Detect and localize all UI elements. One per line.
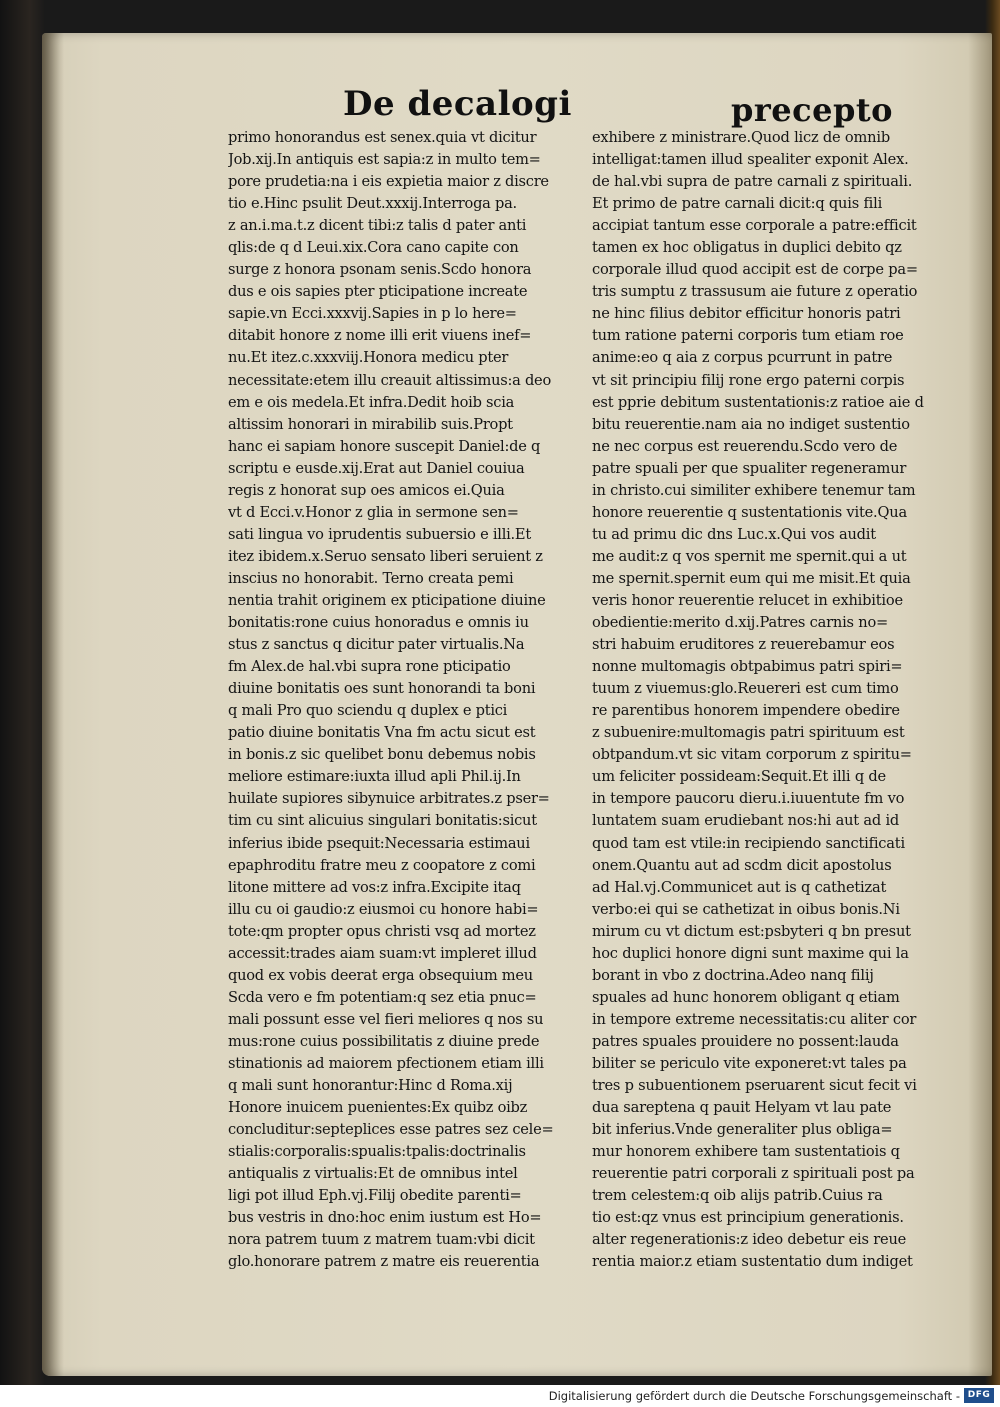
text-line: in bonis.z sic quelibet bonu debemus nobis: [228, 746, 536, 764]
right-text-column: [592, 127, 957, 1273]
text-line: tris sumptu z trassusum aie future z operatio: [592, 283, 918, 301]
text-line: quod tam est vtile:in recipiendo sanctificati: [592, 834, 905, 852]
text-line: glo.honorare patrem z matre eis reuerentia: [228, 1253, 540, 1271]
text-line: biliter se periculo vite exponeret:vt tales pa: [592, 1054, 907, 1072]
text-line: bus vestris in dno:hoc enim iustum est Ho=: [228, 1209, 542, 1227]
text-line: in tempore extreme necessitatis:cu aliter cor: [592, 1010, 917, 1028]
text-line: rentia maior.z etiam sustentatio dum indiget: [592, 1253, 913, 1271]
text-line: est pprie debitum sustentationis:z ratioe aie d: [592, 393, 924, 411]
text-line: vt d Ecci.v.Honor z glia in sermone sen=: [228, 503, 519, 521]
text-line: qlis:de q d Leui.xix.Cora cano capite con: [228, 239, 519, 257]
text-line: fm Alex.de hal.vbi supra rone pticipatio: [228, 658, 511, 676]
text-line: exhibere z ministrare.Quod licz de omnib: [592, 129, 890, 146]
text-line: tres p subuentionem pseruarent sicut fecit vi: [592, 1077, 917, 1095]
text-line: luntatem suam erudiebant nos:hi aut ad id: [592, 812, 900, 830]
text-line: stus z sanctus q dicitur pater virtualis.Na: [228, 636, 525, 654]
text-line: de hal.vbi supra de patre carnali z spirituali.: [592, 173, 913, 191]
text-line: sapie.vn Ecci.xxxvij.Sapies in p lo here=: [228, 305, 517, 323]
text-line: z subuenire:multomagis patri spirituum est: [592, 724, 905, 742]
text-line: um feliciter possideam:Sequit.Et illi q de: [592, 768, 886, 786]
funding-credit: Digitalisierung gefördert durch die Deutsche Forschungsgemeinschaft -: [548, 1389, 960, 1403]
text-line: patre spuali per que spualiter regeneramur: [592, 459, 907, 477]
text-line: me spernit.spernit eum qui me misit.Et quia: [592, 569, 911, 587]
text-line: huilate supiores sibynuice arbitrates.z pser=: [228, 790, 550, 808]
text-line: z an.i.ma.t.z dicent tibi:z talis d pater anti: [228, 217, 527, 235]
text-line: verbo:ei qui se cathetizat in oibus bonis.Ni: [592, 900, 900, 918]
text-line: ditabit honore z nome illi erit viuens inef=: [228, 327, 532, 345]
text-line: dua sareptena q pauit Helyam vt lau pate: [592, 1099, 892, 1117]
text-line: tio e.Hinc psulit Deut.xxxij.Interroga pa.: [228, 195, 517, 213]
text-line: regis z honorat sup oes amicos ei.Quia: [228, 481, 505, 499]
text-line: Job.xij.In antiquis est sapia:z in multo tem=: [228, 151, 541, 169]
text-line: sati lingua vo iprudentis subuersio e illi.Et: [228, 525, 531, 543]
text-line: patio diuine bonitatis Vna fm actu sicut est: [228, 724, 536, 742]
text-line: honore reuerentie q sustentationis vite.Qua: [592, 503, 907, 521]
page-edge: [968, 33, 992, 1376]
text-line: patres spuales prouidere no possent:lauda: [592, 1032, 899, 1050]
text-line: spuales ad hunc honorem obligant q etiam: [592, 988, 900, 1006]
text-line: bitu reuerentie.nam aia no indiget sustentio: [592, 415, 910, 433]
text-line: inferius ibide psequit:Necessaria estimaui: [228, 834, 530, 852]
text-line: ne hinc filius debitor efficitur honoris patri: [592, 305, 901, 323]
text-line: tu ad primu dic dns Luc.x.Qui vos audit: [592, 525, 876, 543]
text-line: bonitatis:rone cuius honoradus e omnis iu: [228, 614, 529, 632]
text-line: quod ex vobis deerat erga obsequium meu: [228, 966, 533, 984]
text-line: stialis:corporalis:spualis:tpalis:doctrinalis: [228, 1143, 526, 1161]
text-line: mali possunt esse vel fieri meliores q nos su: [228, 1010, 544, 1028]
text-line: onem.Quantu aut ad scdm dicit apostolus: [592, 856, 892, 874]
text-line: Honore inuicem puenientes:Ex quibz oibz: [228, 1099, 528, 1117]
text-line: vt sit principiu filij rone ergo paterni corpis: [592, 371, 905, 389]
text-line: mirum cu vt dictum est:psbyteri q bn presut: [592, 922, 911, 940]
text-line: veris honor reuerentie relucet in exhibitioe: [592, 591, 903, 609]
text-line: tuum z viuemus:glo.Reuereri est cum timo: [592, 680, 899, 698]
text-line: ligi pot illud Eph.vj.Filij obedite parenti=: [228, 1187, 522, 1205]
text-line: itez ibidem.x.Seruo sensato liberi seruient z: [228, 547, 543, 565]
text-line: tote:qm propter opus christi vsq ad mortez: [228, 922, 536, 940]
text-line: mur honorem exhibere tam sustentatiois q: [592, 1143, 900, 1161]
text-line: illu cu oi gaudio:z eiusmoi cu honore habi=: [228, 900, 539, 918]
gutter-shadow: [42, 33, 64, 1376]
text-line: Et primo de patre carnali dicit:q quis fili: [592, 195, 883, 213]
text-line: em e ois medela.Et infra.Dedit hoib scia: [228, 393, 515, 411]
text-line: me audit:z q vos spernit me spernit.qui a ut: [592, 547, 907, 565]
text-line: mus:rone cuius possibilitatis z diuine prede: [228, 1032, 540, 1050]
text-line: in tempore paucoru dieru.i.iuuentute fm vo: [592, 790, 905, 808]
text-line: borant in vbo z doctrina.Adeo nanq filij: [592, 966, 874, 984]
text-line: re parentibus honorem impendere obedire: [592, 702, 900, 720]
text-line: tio est:qz vnus est principium generationis.: [592, 1209, 904, 1227]
footer-bar: [0, 1385, 1000, 1407]
left-text-column: [228, 127, 580, 1273]
text-line: Scda vero e fm potentiam:q sez etia pnuc=: [228, 988, 537, 1006]
text-line: accessit:trades aiam suam:vt impleret illud: [228, 944, 537, 962]
text-line: obedientie:merito d.xij.Patres carnis no=: [592, 614, 889, 632]
text-line: anime:eo q aia z corpus pcurrunt in patre: [592, 349, 893, 367]
text-line: diuine bonitatis oes sunt honorandi ta boni: [228, 680, 536, 698]
text-line: nu.Et itez.c.xxxviij.Honora medicu pter: [228, 349, 509, 367]
running-header-right: precepto: [731, 91, 893, 129]
text-line: tum ratione paterni corporis tum etiam roe: [592, 327, 904, 345]
text-line: antiqualis z virtualis:Et de omnibus intel: [228, 1165, 518, 1183]
text-line: in christo.cui similiter exhibere tenemur tam: [592, 481, 916, 499]
text-line: nonne multomagis obtpabimus patri spiri=: [592, 658, 903, 676]
text-line: pore prudetia:na i eis expietia maior z discre: [228, 173, 549, 191]
text-line: ad Hal.vj.Communicet aut is q cathetizat: [592, 878, 887, 896]
text-line: nora patrem tuum z matrem tuam:vbi dicit: [228, 1231, 535, 1249]
text-line: concluditur:septeplices esse patres sez cele=: [228, 1121, 554, 1139]
text-line: surge z honora psonam senis.Scdo honora: [228, 261, 532, 279]
text-line: accipiat tantum esse corporale a patre:efficit: [592, 217, 917, 235]
running-header-left: De decalogi: [343, 84, 572, 124]
text-line: stinationis ad maiorem pfectionem etiam illi: [228, 1054, 544, 1072]
text-line: dus e ois sapies pter pticipatione increate: [228, 283, 528, 301]
text-line: hanc ei sapiam honore suscepit Daniel:de q: [228, 437, 541, 455]
text-line: q mali Pro quo sciendu q duplex e ptici: [228, 702, 508, 720]
text-line: nentia trahit originem ex pticipatione diuine: [228, 591, 546, 609]
text-line: alter regenerationis:z ideo debetur eis reue: [592, 1231, 907, 1249]
text-line: necessitate:etem illu creauit altissimus:a deo: [228, 371, 551, 389]
text-line: epaphroditu fratre meu z coopatore z comi: [228, 856, 536, 874]
text-line: bit inferius.Vnde generaliter plus obliga=: [592, 1121, 893, 1139]
text-line: inscius no honorabit. Terno creata pemi: [228, 569, 514, 587]
text-line: corporale illud quod accipit est de corpe pa=: [592, 261, 918, 279]
text-line: tamen ex hoc obligatus in duplici debito qz: [592, 239, 902, 257]
text-line: trem celestem:q oib alijs patrib.Cuius ra: [592, 1187, 883, 1205]
text-line: hoc duplici honore digni sunt maxime qui la: [592, 944, 909, 962]
text-line: meliore estimare:iuxta illud apli Phil.ij.In: [228, 768, 521, 786]
text-line: stri habuim eruditores z reuerebamur eos: [592, 636, 895, 654]
text-line: intelligat:tamen illud spealiter exponit Alex.: [592, 151, 909, 169]
text-line: tim cu sint alicuius singulari bonitatis:sicut: [228, 812, 537, 830]
text-line: litone mittere ad vos:z infra.Excipite itaq: [228, 878, 521, 896]
text-line: q mali sunt honorantur:Hinc d Roma.xij: [228, 1077, 513, 1095]
dfg-logo: DFG: [964, 1388, 994, 1403]
text-line: primo honorandus est senex.quia vt dicitur: [228, 129, 537, 146]
text-line: ne nec corpus est reuerendu.Scdo vero de: [592, 437, 898, 455]
text-line: obtpandum.vt sic vitam corporum z spiritu=: [592, 746, 912, 764]
text-line: scriptu e eusde.xij.Erat aut Daniel couiua: [228, 459, 525, 477]
text-line: altissim honorari in mirabilib suis.Propt: [228, 415, 513, 433]
text-line: reuerentie patri corporali z spirituali post pa: [592, 1165, 915, 1183]
